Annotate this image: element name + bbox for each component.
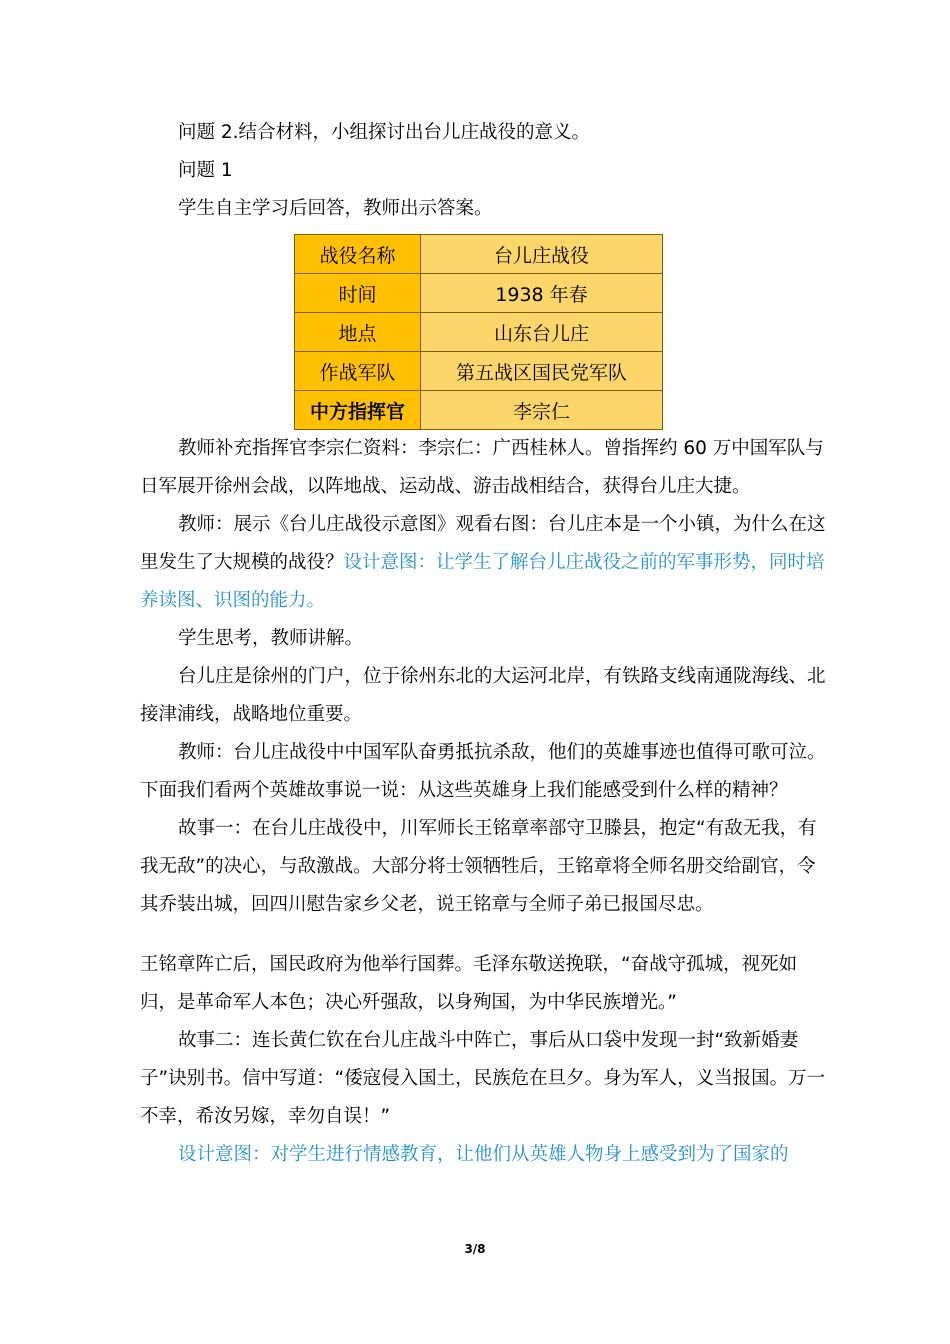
table-row [295,313,663,352]
think-paragraph: 学生思考，教师讲解。 [178,628,364,649]
page-number: 3/8 [464,1242,486,1256]
table-row [295,352,663,391]
table-label: 时间 [295,274,421,313]
question-1: 问题 1 [178,160,233,181]
table-row [295,235,663,274]
table-row [295,391,663,430]
table-value: 李宗仁 [421,391,663,430]
story-two: 故事二：连长黄仁钦在台儿庄战斗中阵亡，事后从口袋中发现一封“致新婚妻子”诀别书。信中写道：“倭寇侵入国土，民族危在旦夕。身为军人，义当报国。万一不幸，希汝另嫁，幸勿自误！” [140,1030,826,1127]
table-value: 台儿庄战役 [421,235,663,274]
design-intent-emotion: 设计意图：对学生进行情感教育，让他们从英雄人物身上感受到为了国家的 [178,1144,789,1165]
map-question-text: 教师：展示《台儿庄战役示意图》观看右图：台儿庄本是一个小镇，为什么在这里发生了大规模的战役？ [140,514,826,573]
story-one-continued: 王铭章阵亡后，国民政府为他举行国葬。毛泽东敬送挽联，“奋战守孤城，视死如归，是革命军人本色；决心歼强敌，以身殉国，为中华民族增光。” [140,954,798,1013]
table-value: 1938 年春 [421,274,663,313]
battle-info-table [294,234,663,430]
table-label: 战役名称 [295,235,421,274]
question-2: 问题 2.结合材料，小组探讨出台儿庄战役的意义。 [178,122,591,143]
page-content [140,114,830,1174]
design-intent-map: 设计意图：让学生了解台儿庄战役之前的军事形势，同时培养读图、识图的能力。 [140,552,825,611]
paragraph-gap [140,924,830,946]
commander-paragraph: 教师补充指挥官李宗仁资料：李宗仁：广西桂林人。曾指挥约 60 万中国军队与日军展开徐州会战，以阵地战、运动战、游击战相结合，获得台儿庄大捷。 [140,438,824,497]
table-value: 第五战区国民党军队 [421,352,663,391]
instruction-text: 学生自主学习后回答，教师出示答案。 [178,198,493,219]
map-paragraph [140,506,830,620]
gate-paragraph: 台儿庄是徐州的门户，位于徐州东北的大运河北岸，有铁路支线南通陇海线、北接津浦线，战略地位重要。 [140,666,826,725]
heroes-paragraph: 教师：台儿庄战役中中国军队奋勇抵抗杀敌，他们的英雄事迹也值得可歌可泣。下面我们看两个英雄故事说一说：从这些英雄身上我们能感受到什么样的精神？ [140,742,826,801]
table-label: 作战军队 [295,352,421,391]
story-one: 故事一：在台儿庄战役中，川军师长王铭章率部守卫滕县，抱定“有敌无我，有我无敌”的决心，与敌激战。大部分将士领牺牲后，王铭章将全师名册交给副官，令其乔装出城，回四川慰告家乡父老，说王铭章与全师子弟已报国尽忠。 [140,818,817,915]
table-value: 山东台儿庄 [421,313,663,352]
table-label: 中方指挥官 [295,391,421,430]
table-row [295,274,663,313]
table-label: 地点 [295,313,421,352]
